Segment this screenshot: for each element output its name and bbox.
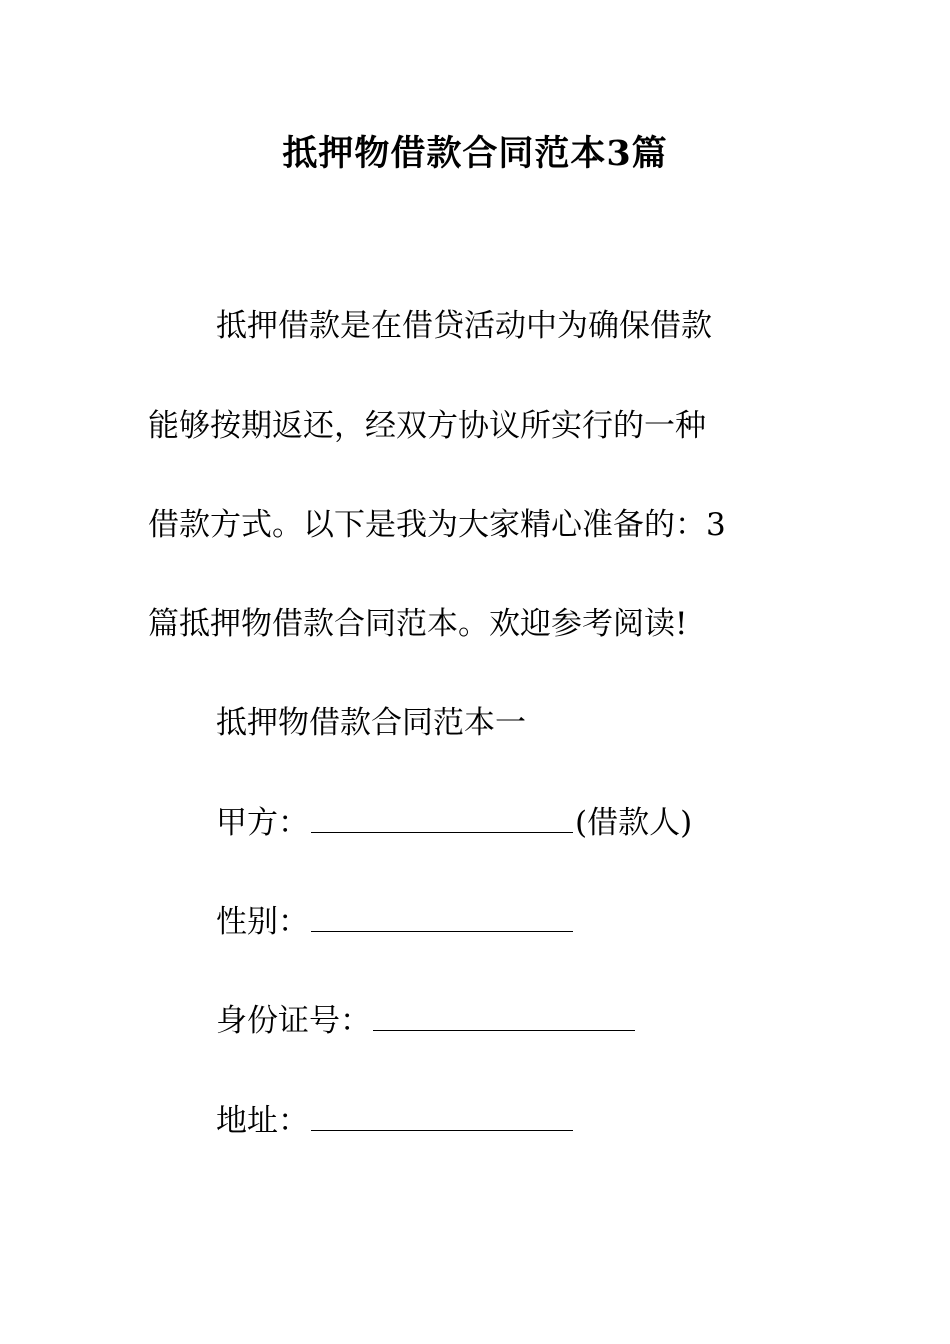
field-gender	[216, 902, 575, 942]
intro-line-1: 抵押借款是在借贷活动中为确保借款	[216, 308, 712, 344]
field-label: 身份证号：	[216, 1003, 371, 1039]
field-party-a	[216, 803, 692, 843]
field-address	[216, 1101, 575, 1141]
field-label: 性别：	[216, 904, 309, 940]
field-label: 地址：	[216, 1103, 309, 1139]
field-label: 甲方：	[216, 805, 309, 841]
field-suffix: (借款人)	[575, 805, 693, 841]
fill-in-blank	[311, 1102, 573, 1131]
section-heading: 抵押物借款合同范本一	[216, 705, 526, 741]
fill-in-blank	[373, 1002, 635, 1031]
field-id-number	[216, 1001, 637, 1041]
document-title: 抵押物借款合同范本3篇	[282, 133, 668, 174]
intro-line-2: 能够按期返还，经双方协议所实行的一种	[148, 408, 706, 444]
fill-in-blank	[311, 903, 573, 932]
intro-line-3: 借款方式。以下是我为大家精心准备的：3	[148, 507, 726, 543]
fill-in-blank	[311, 804, 573, 833]
intro-line-4: 篇抵押物借款合同范本。欢迎参考阅读!	[148, 606, 688, 642]
